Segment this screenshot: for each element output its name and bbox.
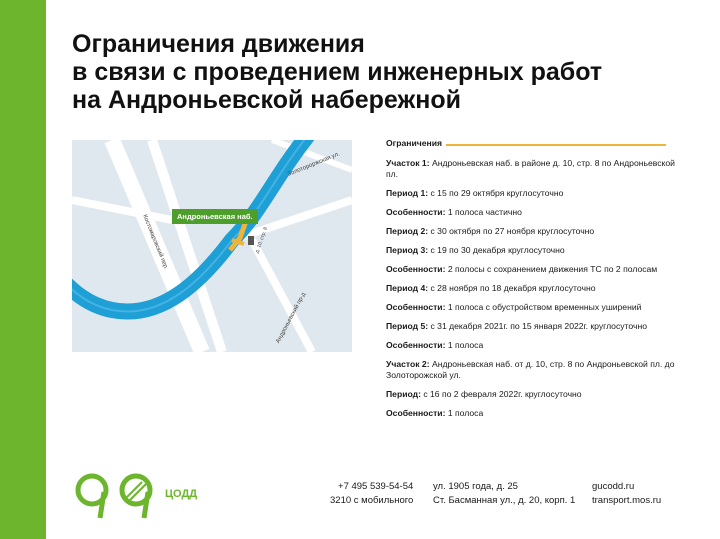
info-row-label: Особенности:	[386, 207, 446, 217]
title-line-1: Ограничения движения	[72, 30, 365, 58]
info-row-text: 1 полоса с обустройством временных уширений	[445, 302, 642, 312]
map	[72, 140, 352, 352]
place-label: Андроньевская наб.	[172, 209, 258, 224]
info-row	[386, 245, 686, 256]
info-row-label: Особенности:	[386, 408, 446, 418]
info-row-text: 1 полоса	[445, 340, 484, 350]
street-kostomarovsky: Костомаровский пер.	[141, 213, 169, 271]
title-line-2: в связи с проведением инженерных работ	[72, 58, 603, 86]
address-1: ул. 1905 года, д. 25	[433, 481, 518, 492]
map-drawing	[72, 140, 352, 352]
info-row-text: 2 полосы с сохранением движения ТС по 2 полосам	[445, 264, 658, 274]
mobile-number: 3210 с мобильного	[330, 495, 414, 506]
brand-name: ЦОДД	[165, 488, 198, 500]
info-row-text: с 19 по 30 декабря круглосуточно	[428, 245, 565, 255]
site-link-2[interactable]: transport.mos.ru	[592, 495, 662, 506]
page-title	[72, 30, 692, 114]
info-row-label: Участок 1:	[386, 158, 430, 168]
green-sidebar	[0, 0, 46, 539]
info-row	[386, 302, 686, 313]
title-line-3: на Андроньевской набережной	[72, 86, 461, 114]
info-row-label: Особенности:	[386, 302, 446, 312]
info-row	[386, 321, 686, 332]
info-row-text: Андроньевская наб. в районе д. 10, стр. 8 по Андроньевской пл.	[386, 158, 675, 179]
sites-block	[592, 480, 661, 508]
info-row-text: с 28 ноября по 18 декабря круглосуточно	[428, 283, 596, 293]
info-row-label: Период 3:	[386, 245, 429, 255]
building-marker	[248, 236, 254, 245]
info-row-label: Участок 2:	[386, 359, 430, 369]
info-row-label: Период 1:	[386, 188, 429, 198]
info-row	[386, 158, 686, 180]
info-row-text: 1 полоса	[445, 408, 484, 418]
info-row-text: с 15 по 29 октября круглосуточно	[428, 188, 564, 198]
info-row-label: Особенности:	[386, 340, 446, 350]
info-row-text: Андроньевская наб. от д. 10, стр. 8 по Андроньевской пл. до Золоторожской ул.	[386, 359, 675, 380]
info-row-text: с 16 по 2 февраля 2022г. круглосуточно	[420, 389, 582, 399]
road-west	[72, 200, 172, 220]
info-row	[386, 359, 686, 381]
building-label: д. 10, стр. 8	[254, 226, 270, 255]
info-row	[386, 188, 686, 199]
info-row-text: с 31 декабря 2021г. по 15 января 2022г. круглосуточно	[428, 321, 647, 331]
info-row-label: Период 5:	[386, 321, 429, 331]
info-row-label: Период:	[386, 389, 421, 399]
info-header-label: Ограничения	[386, 138, 443, 148]
phone-number[interactable]: +7 495 539-54-54	[338, 481, 414, 492]
footer	[72, 470, 720, 530]
info-header	[386, 138, 686, 152]
info-row-label: Период 4:	[386, 283, 429, 293]
info-row	[386, 207, 686, 218]
street-andronyevsky: Андроньевский пр-д	[275, 291, 308, 345]
address-2: Ст. Басманная ул., д. 20, корп. 1	[433, 495, 576, 506]
info-row-text: с 30 октября по 27 ноября круглосуточно	[428, 226, 595, 236]
info-row-label: Период 2:	[386, 226, 429, 236]
site-link-1[interactable]: gucodd.ru	[592, 481, 635, 492]
header-underline	[446, 144, 666, 146]
street-zolotorozhskaya: Золотороржская ул.	[286, 151, 341, 178]
info-row	[386, 408, 686, 419]
info-row	[386, 340, 686, 351]
info-row	[386, 226, 686, 237]
phone-block	[330, 480, 413, 508]
restrictions-info	[386, 138, 686, 427]
info-row	[386, 389, 686, 400]
info-row	[386, 264, 686, 275]
address-block	[433, 480, 575, 508]
info-row	[386, 283, 686, 294]
info-row-label: Особенности:	[386, 264, 446, 274]
info-row-text: 1 полоса частично	[445, 207, 522, 217]
